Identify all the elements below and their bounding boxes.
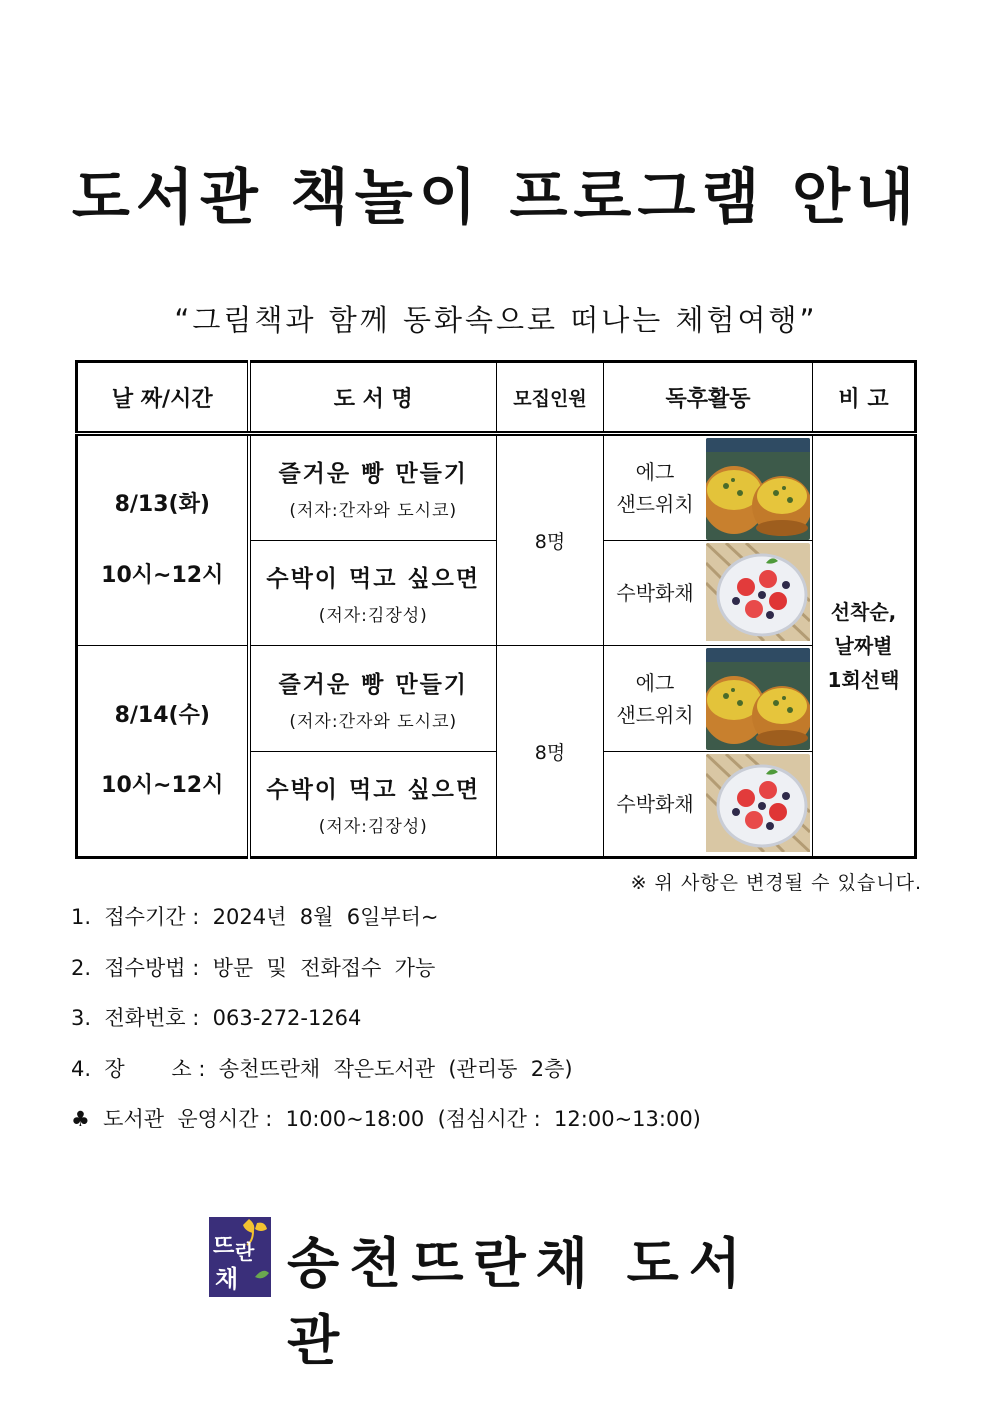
header-count: 모집인원 [497, 362, 604, 434]
book-title: 즐거운 빵 만들기 [278, 461, 469, 488]
library-logo-icon [209, 1217, 271, 1297]
header-date: 날 짜/시간 [77, 362, 249, 434]
svg-text:채: 채 [215, 1265, 239, 1293]
svg-text:뜨: 뜨 [213, 1234, 235, 1259]
info-list [71, 900, 701, 1153]
book-cell [249, 434, 497, 541]
info-registration-period: 1. 접수기간 : 2024년 8월 6일부터~ [71, 905, 439, 929]
session-time: 10시~12시 [101, 562, 224, 588]
header-note: 비 고 [813, 362, 916, 434]
page-title: 도서관 책놀이 프로그램 안내 [71, 163, 921, 233]
egg-sandwich-image [706, 438, 810, 540]
session-date: 8/13(화) [114, 492, 210, 518]
info-registration-method: 2. 접수방법 : 방문 및 전화접수 가능 [71, 955, 436, 980]
book-cell [249, 751, 497, 857]
activity-cell [604, 751, 813, 857]
session-date-cell [77, 646, 249, 858]
session-time: 10시~12시 [101, 773, 224, 799]
info-opening-hours: ♣ 도서관 운영시간 : 10:00~18:00 (점심시간 : 12:00~13:00) [71, 1107, 701, 1131]
activity-cell [604, 541, 813, 646]
info-phone-number: 3. 전화번호 : 063-272-1264 [71, 1006, 362, 1030]
book-author: (저자:간자와 도시코) [289, 501, 458, 522]
session-date-cell [77, 434, 249, 646]
activity-label: 수박화채 [616, 581, 694, 606]
page-subtitle: “그림책과 함께 동화속으로 떠나는 체험여행” [174, 303, 818, 337]
footer [209, 1217, 809, 1372]
table-row [77, 434, 916, 541]
book-author: (저자:김장성) [318, 606, 428, 627]
book-title: 수박이 먹고 싶으면 [266, 566, 481, 593]
table-header-row [77, 362, 916, 434]
table-row [77, 646, 916, 751]
book-cell [249, 541, 497, 646]
session-date: 8/14(수) [114, 702, 210, 728]
header-activity: 독후활동 [604, 362, 813, 434]
watermelon-punch-image [706, 543, 810, 645]
activity-cell [604, 646, 813, 751]
book-author: (저자:간자와 도시코) [289, 711, 458, 732]
book-title: 즐거운 빵 만들기 [278, 671, 469, 698]
note-cell: 선착순, 날짜별 1회선택 [813, 434, 916, 858]
library-name: 송천뜨란채 도서관 [287, 1232, 751, 1372]
change-notice: ※ 위 사항은 변경될 수 있습니다. [630, 872, 922, 894]
recruit-count: 8명 [497, 646, 604, 858]
book-cell [249, 646, 497, 751]
watermelon-punch-image [706, 754, 810, 856]
schedule-table [75, 360, 917, 859]
activity-label: 에그 샌드위치 [616, 460, 694, 517]
svg-text:란: 란 [235, 1240, 255, 1264]
activity-cell [604, 434, 813, 541]
header-book: 도 서 명 [249, 362, 497, 434]
info-location: 4. 장 소 : 송천뜨란채 작은도서관 (관리동 2층) [71, 1056, 573, 1081]
activity-label: 에그 샌드위치 [616, 670, 694, 727]
activity-label: 수박화채 [616, 791, 694, 816]
book-title: 수박이 먹고 싶으면 [266, 776, 481, 803]
egg-sandwich-image [706, 648, 810, 750]
recruit-count: 8명 [497, 434, 604, 646]
book-author: (저자:김장성) [318, 816, 428, 837]
